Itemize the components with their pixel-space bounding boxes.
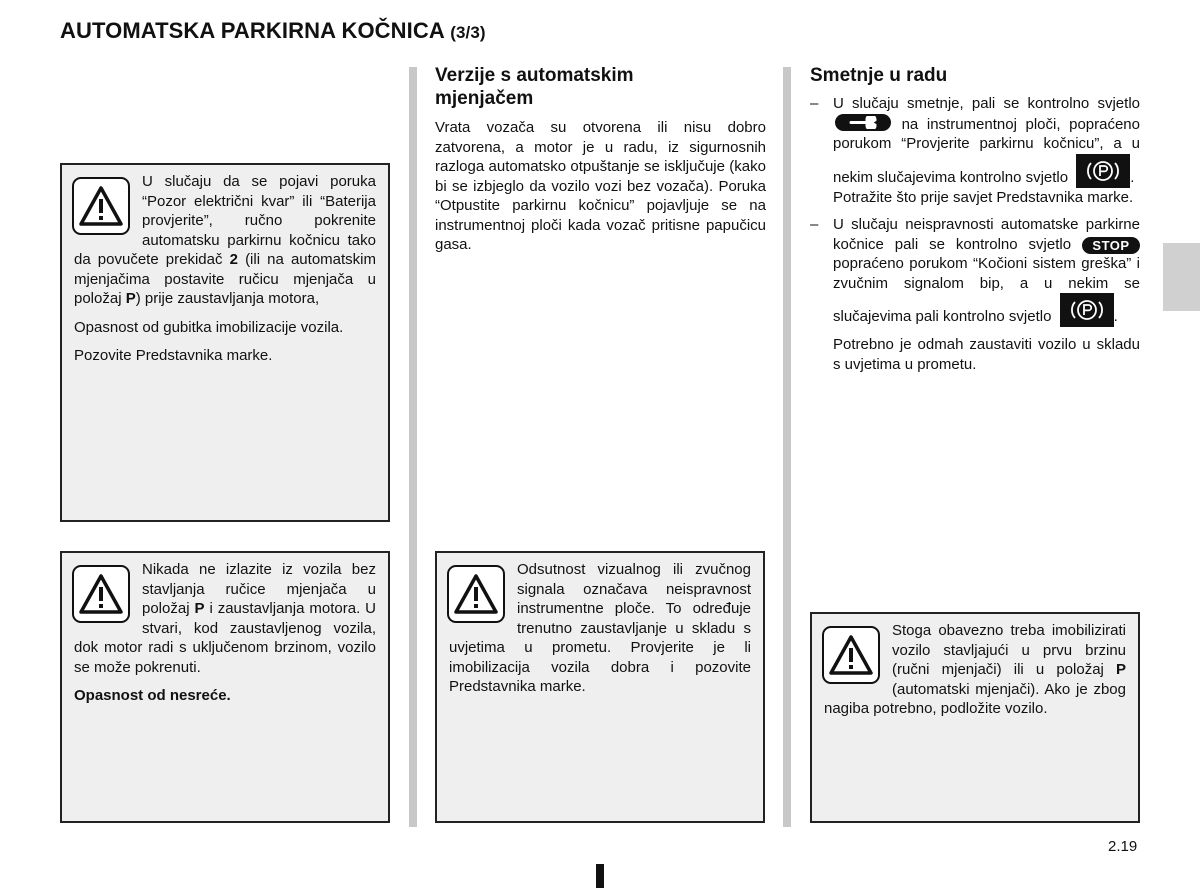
warning-triangle-icon [447, 565, 505, 623]
warning-triangle-icon [72, 177, 130, 235]
warning-box-leaving-vehicle [60, 551, 390, 823]
warning-text: (automatski mjenjači). Ako je zbog nagiba potrebno, podložite vozilo. [824, 680, 1126, 717]
warning-paragraph: Opasnost od gubitka imobilizacije vozila. [74, 318, 344, 336]
switch-number: 2 [229, 251, 238, 268]
page-number: 2.19 [1108, 838, 1138, 855]
list-item [810, 94, 1140, 207]
list-text: . [1130, 168, 1135, 186]
gear-position-p: P [125, 290, 136, 307]
list-text: na instrumentnoj ploči, popraćeno porukom “Provjerite parkirnu kočnicu”, a u nekim slučajevima kontrolno svjetlo [833, 115, 1140, 186]
list-dash: – [810, 216, 819, 233]
warning-emphasis [74, 686, 376, 706]
parking-brake-lamp-icon [1076, 154, 1130, 188]
warning-text: Stoga obavezno treba imobilizirati vozilo stavljajući u prvu brzinu (ručni mjenjači) ili u položaj [892, 622, 1126, 678]
section-heading-malfunctions: Smetnje u radu [810, 65, 948, 86]
list-text: U slučaju smetnje, pali se kontrolno svjetlo [833, 95, 1140, 112]
list-text: Potrebno je odmah zaustaviti vozilo u skladu s uvjetima u prometu. [833, 336, 1140, 373]
warning-paragraph: Odsutnost vizualnog ili zvučnog signala označava neispravnost instrumentne ploče. To određuje trenutno zaustavljanje u skladu s uvjetima u prometu. Provjerite je li imobilizacija vozila dobra i pozovite Predstavnika marke. [449, 561, 751, 695]
gear-position-p: P [194, 600, 205, 617]
warning-box-immobilize [810, 612, 1140, 823]
warning-triangle-icon [822, 626, 880, 684]
page-title-text: AUTOMATSKA PARKIRNA KOČNICA [60, 18, 445, 43]
list-dash: – [810, 95, 819, 112]
warning-text: ) prije zaustavljanja motora, [135, 290, 320, 307]
warning-triangle-icon [72, 565, 130, 623]
malfunction-list [810, 94, 1140, 374]
accident-danger-note: Opasnost od nesreće. [74, 687, 231, 704]
list-text: popraćeno porukom “Kočioni sistem greška” i zvučnim signalom bip, a u nekim se slučajevima pali kontrolno svjetlo [833, 255, 1140, 325]
wrench-warning-lamp-icon [835, 114, 891, 131]
gear-position-p: P [1115, 661, 1126, 678]
binding-mark [596, 864, 604, 888]
page-title-part: (3/3) [450, 23, 486, 42]
column-divider-left [409, 67, 417, 827]
column-divider-right [783, 67, 791, 827]
malfunction-list-container [810, 94, 1140, 382]
list-text: U slučaju neispravnosti automatske parkirne kočnice pali se kontrolno svjetlo [833, 216, 1140, 253]
list-text: Potražite što prije savjet Predstavnika marke. [833, 188, 1134, 206]
warning-text: i zaustavljanja motora. U stvari, kod zaustavljenog vozila, dok motor radi s uključenom brzinom, vozilo se može pokrenuti. [74, 600, 377, 676]
list-text: . [1113, 308, 1118, 325]
warning-text: Nikada ne izlazite iz vozila bez stavljanja ručice mjenjača u položaj [142, 561, 376, 617]
stop-warning-lamp-icon: STOP [1082, 237, 1140, 254]
parking-brake-lamp-icon [1060, 293, 1114, 327]
page-title [60, 18, 486, 44]
section-heading-automatic: Verzije s automatskim mjenjačem [435, 65, 634, 109]
chapter-tab [1163, 243, 1200, 311]
automatic-body-text: Vrata vozača su otvorena ili nisu dobro zatvorena, a motor je u radu, iz sigurnosnih razloga automatsko otpuštanje se isključuje (kako bi se izbjeglo da vozilo vozi bez vozača). Poruka “Otpustite parkirnu kočnicu” pojavljuje se na instrumentnoj ploči kada vozač pritisne papučicu gasa. [435, 119, 766, 253]
warning-box-no-signal [435, 551, 765, 823]
warning-text: U slučaju da se pojavi poruka “Pozor električni kvar” ili “Baterija provjerite”, ručno pokrenite automatsku parkirnu kočnicu tako da povučete prekidač [74, 173, 376, 268]
warning-text: (ili na automatskim mjenjačima postavite ručicu mjenjača u položaj [74, 251, 376, 307]
list-item [810, 215, 1140, 374]
warning-box-electrical-fault [60, 163, 390, 522]
warning-paragraph: Pozovite Predstavnika marke. [74, 347, 273, 364]
